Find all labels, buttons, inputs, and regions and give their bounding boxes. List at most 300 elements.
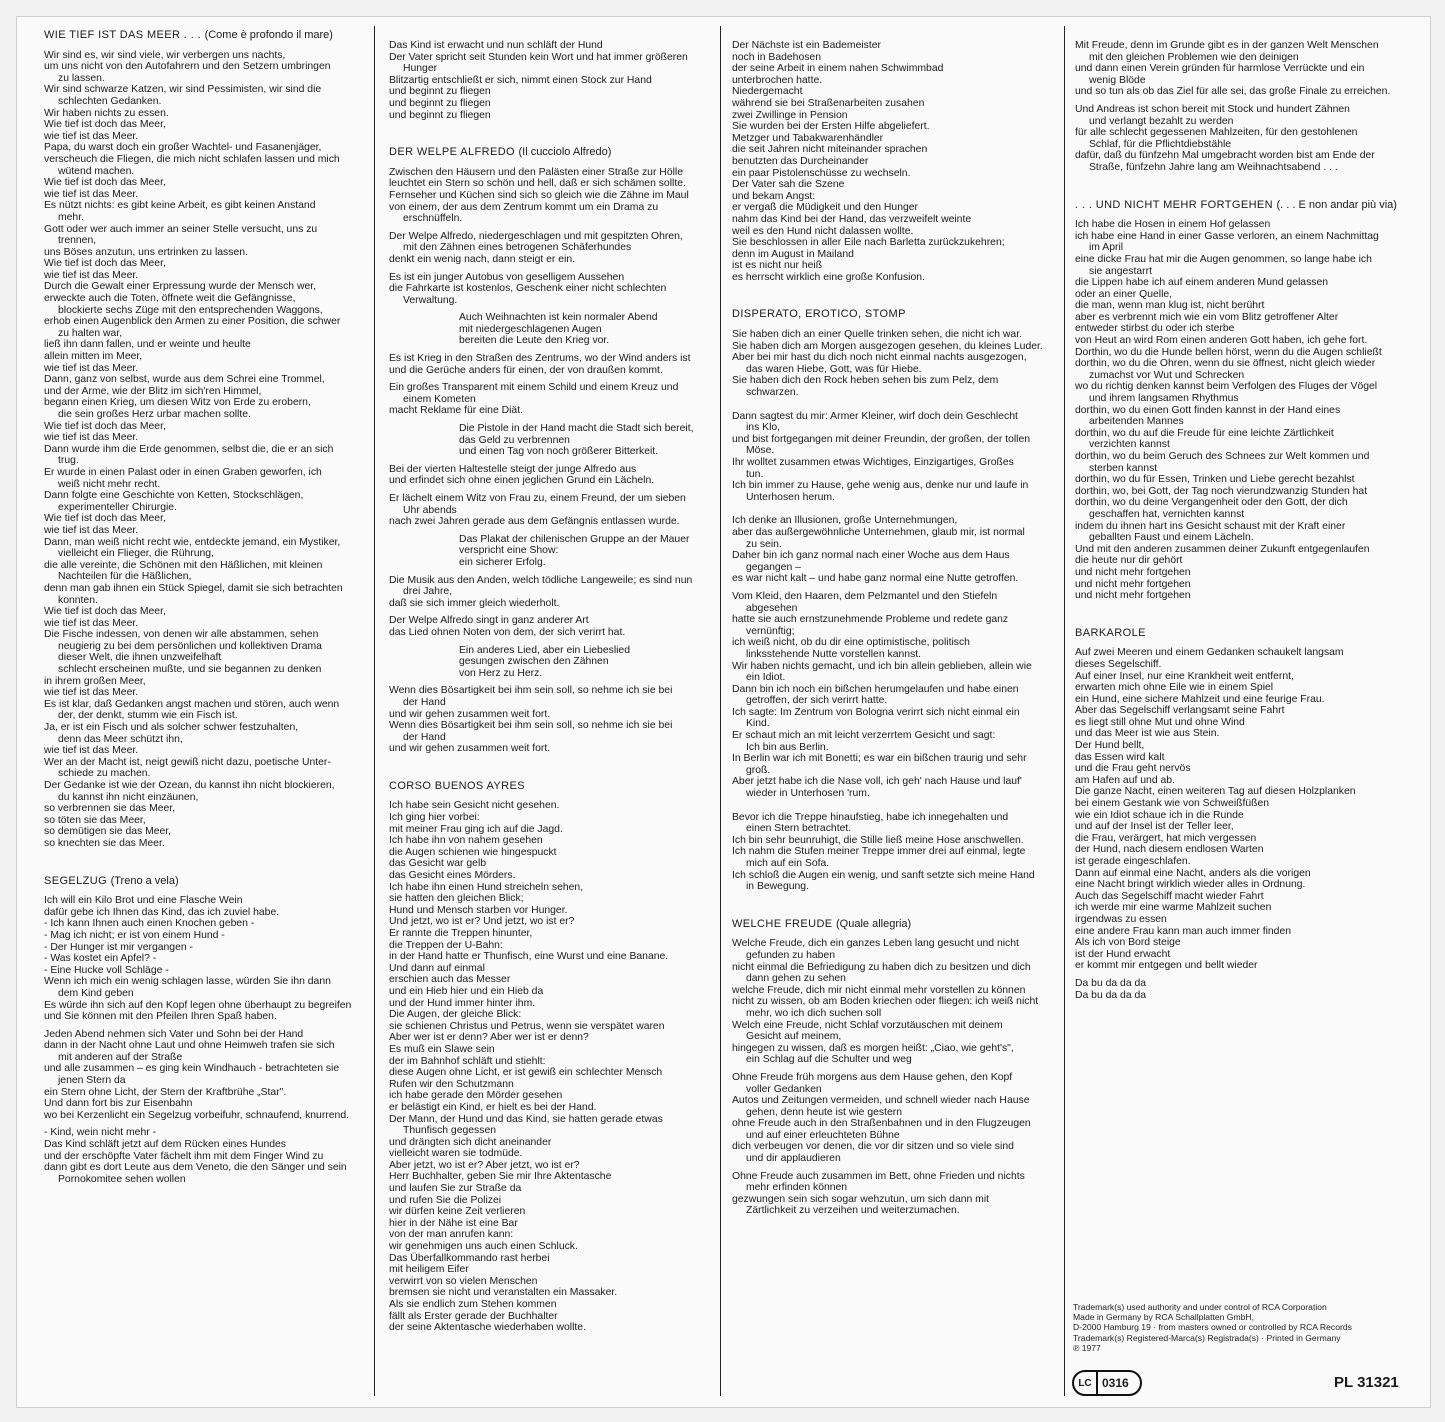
lyric-line: die seit Jahren nicht miteinander sprachen (732, 144, 928, 156)
lyric-line: vielleicht waren sie todmüde. (389, 1148, 523, 1160)
lyric-line: am Hafen auf und ab. (1075, 774, 1175, 786)
lyric-line: die heute nur dir gehört (1075, 555, 1183, 567)
lyric-line: zwei Zwillinge in Pension (732, 109, 848, 121)
lyric-line: Ich will ein Kilo Brot und eine Flasche Wein (44, 895, 243, 907)
lyric-line: Zwischen den Häusern und den Palästen einer Straße zur Hölle (389, 166, 683, 178)
lyrics-column-1 (44, 30, 360, 1410)
lyric-line: experimenteller Chirurgie. (58, 501, 177, 513)
lyric-line: dem Kind geben (58, 987, 134, 999)
lyric-line: und das Meer ist wie aus Stein. (1075, 728, 1220, 740)
lyric-line: Made in Germany by RCA Schallplatten GmbH, (1073, 1312, 1255, 1323)
lyric-line: mit den gleichen Problemen wie den deinigen (1089, 51, 1299, 63)
lyric-line: und so tun als ob das Ziel für alle sei, das große Finale zu erreichen. (1075, 86, 1391, 98)
lyric-line: Dorthin, wo du die Hunde bellen hörst, wenn du die Augen schließt (1075, 346, 1382, 358)
lyric-line: denn man gab ihnen ein Stück Spiegel, damit sie sich betrachten (44, 582, 343, 594)
legal-lines (1073, 1302, 1413, 1353)
lyric-line: Die Fische indessen, von denen wir alle abstammen, sehen (44, 629, 319, 641)
lyric-line: tun. (746, 468, 764, 480)
lyric-line: der seine Aktentasche wiederhaben wollte. (389, 1322, 586, 1334)
lyric-line: Die Musik aus den Anden, welch tödliche Langeweile; es sind nun (389, 574, 693, 586)
lyric-line: Ich habe sein Gesicht nicht gesehen. (389, 800, 560, 812)
lyric-line: Rufen wir den Schutzmann (389, 1078, 514, 1090)
lyric-line: der Hand (403, 696, 446, 708)
song-lyrics (389, 800, 715, 1333)
lyric-line: Da bu da da da (1075, 977, 1147, 989)
lyric-line: Wie tief ist doch das Meer, (44, 420, 166, 432)
lyric-line: die Frau, verärgert, hat mich vergessen (1075, 832, 1257, 844)
lyric-line: Bei der vierten Haltestelle steigt der junge Alfredo aus (389, 463, 637, 475)
lyric-line: bereiten die Leute den Krieg vor. (459, 335, 610, 347)
lyric-line: der seine Arbeit in einem nahen Schwimmbad (732, 63, 944, 75)
lyric-line: Es ist ein junger Autobus von geselligem Aussehen (389, 271, 625, 283)
lyric-line: In Berlin war ich mit Bonetti; es war ein bißchen traurig und sehr (732, 753, 1027, 765)
lyric-line: linksstehende Nutte vorstellen kannst. (746, 648, 922, 660)
lyric-line: es liegt still ohne Mut und ohne Wind (1075, 716, 1245, 728)
lyric-line: - Kind, wein nicht mehr - (44, 1127, 157, 1139)
lyric-line: aber es verbrennt mich wie ein vom Blitz getroffener Alter (1075, 311, 1339, 323)
lyric-line: erschnüffeln. (403, 213, 463, 225)
lyric-line: Der Vater sah die Szene (732, 179, 845, 191)
lyric-line: so knechten sie das Meer. (44, 837, 165, 849)
lyric-line: Aber das Segelschiff verlangsamt seine Fahrt (1075, 705, 1285, 717)
lyric-line: konnten. (58, 594, 98, 606)
lyric-line: macht Reklame für eine Diät. (389, 405, 523, 417)
lyric-line: Verwaltung. (403, 294, 458, 306)
lyric-line: Ich habe ihn von nahem gesehen (389, 835, 543, 847)
lyric-line: verspricht eine Show: (459, 545, 559, 557)
lyric-line: ein paar Pistolenschüsse zu wechseln. (732, 167, 911, 179)
lyric-line: ein sicherer Erfolg. (459, 556, 546, 568)
lyric-line: du kannst ihn nicht einzäunen, (58, 791, 199, 803)
lyric-line: hier in der Nähe ist eine Bar (389, 1217, 518, 1229)
lyric-line: Vom Kleid, den Haaren, dem Pelzmantel und den Stiefeln (732, 590, 998, 602)
lyric-line: Ein anderes Lied, aber ein Liebeslied (459, 644, 630, 656)
lyric-line: Sie beschlossen in aller Eile nach Barletta zurückzukehren; (732, 237, 1005, 249)
lyric-line: und nicht mehr fortgehen (1075, 578, 1191, 590)
lyric-line: Welch eine Freude, nicht Schlaf vorzutäuschen mit deinem (732, 1019, 1003, 1031)
lyric-line: - Eine Hucke voll Schläge - (44, 964, 169, 976)
lyric-line: und einen Tag von noch größerer Bitterkeit. (459, 446, 659, 458)
lyric-line: dorthin, wo du einen Gott finden kannst in der Hand eines (1075, 404, 1341, 416)
lyric-line: er vergaß die Müdigkeit und den Hunger (732, 202, 918, 214)
lyric-line: sie angestarrt (1089, 265, 1152, 277)
song-title-text: BARKAROLE (1075, 626, 1146, 639)
lyric-line: und der Hund immer hinter ihm. (389, 997, 536, 1009)
song-title (732, 309, 1062, 321)
lyric-line: Auf einer Insel, nur eine Krankheit weit entfernt, (1075, 670, 1294, 682)
lyric-line: ich werde mir eine warme Mahlzeit suchen (1075, 902, 1272, 914)
lyric-line: dafür, daß du fünfzehn Mal umgebracht worden bist am Ende der (1075, 150, 1375, 162)
lyric-line: jenen Stern da (58, 1075, 126, 1087)
song-lyrics (1075, 40, 1410, 174)
lyric-line: wieder in Unterhosen 'rum. (746, 788, 870, 800)
legal-notice (1073, 1302, 1413, 1353)
lyric-line: ich habe eine Hand in einer Gasse verloren, an einem Nachmittag (1075, 230, 1379, 242)
lyric-line: Mit Freude, denn im Grunde gibt es in der ganzen Welt Menschen (1075, 40, 1379, 51)
lyric-line: Das Überfallkommando rast herbei (389, 1252, 550, 1264)
lyric-line: schiede zu machen. (58, 768, 151, 780)
song-lyrics (732, 329, 1062, 893)
lyric-line: und wir gehen zusammen weit fort. (389, 743, 551, 755)
lyric-line: dafür gebe ich Ihnen das Kind, das ich zuviel habe. (44, 906, 280, 918)
lyric-line: und die Gerüche anders für einen, der von draußen kommt. (389, 364, 663, 376)
lyrics-column-2 (389, 40, 715, 1420)
lyric-line: Ich denke an Illusionen, große Unternehmungen, (732, 515, 958, 527)
lyric-line: wie tief ist das Meer. (44, 188, 139, 200)
lyric-line: Dann sagtest du mir: Armer Kleiner, wirf doch dein Geschlecht (732, 410, 1018, 422)
lyric-line: - Ich kann Ihnen auch einen Knochen geben - (44, 918, 255, 930)
lyric-line: es war nicht kalt – und habe ganz normal eine Nutte getroffen. (732, 573, 1019, 585)
lyric-line: Der Nächste ist ein Bademeister (732, 40, 881, 51)
lyric-line: Jeden Abend nehmen sich Vater und Sohn bei der Hand (44, 1028, 304, 1040)
song-lyrics (389, 167, 715, 755)
lyric-line: groß. (746, 764, 771, 776)
lyric-line: - Mag ich nicht; er ist von einem Hund - (44, 929, 225, 941)
lyric-line: Der Vater spricht seit Stunden kein Wort und hat immer größeren (389, 51, 688, 63)
lyric-line: ich weiß nicht, ob du dir eine optimistische, politisch (732, 637, 970, 649)
lyric-line: dann gehen zu sehen (746, 973, 846, 985)
lyric-line: und wir gehen zusammen weit fort. (389, 708, 551, 720)
lyric-line: Aber jetzt, wo ist er? Aber jetzt, wo ist er? (389, 1159, 580, 1171)
lyric-line: mit anderen auf der Straße (58, 1051, 183, 1063)
lyric-line: erweckte auch die Toten, öffnete weit die Gefängnisse, (44, 293, 296, 305)
lyric-line: Welche Freude, dich ein ganzes Leben lang gesucht und nicht (732, 938, 1019, 950)
lyric-line: denkt ein wenig nach, dann steigt er ein. (389, 253, 576, 265)
lyric-line: mehr. (58, 211, 84, 223)
lyric-line: Es ist klar, daß Gedanken angst machen und stören, auch wenn (44, 698, 340, 710)
lyric-line: drei Jahre, (403, 586, 453, 598)
lyric-line: geballten Faust und einem Lächeln. (1089, 532, 1254, 544)
lyric-line: eine Nacht bringt wirklich wieder alles in Ordnung. (1075, 879, 1306, 891)
lyric-line: Dann, ganz von selbst, wurde aus dem Schrei eine Trommel, (44, 374, 325, 386)
song-title-italian: (. . . E non andar più via) (1276, 198, 1397, 211)
lyric-line: Dann wurde ihm die Erde genommen, selbst die, die er an sich (44, 443, 334, 455)
lyric-line: wie tief ist das Meer. (44, 687, 139, 699)
lyric-line: Trademark(s) used authority and under control of RCA Corporation (1073, 1302, 1327, 1312)
lyric-line: Der Mann, der Hund und das Kind, sie hatten gerade etwas (389, 1113, 663, 1125)
column-divider (374, 26, 375, 1396)
lyric-line: wütend machen. (58, 165, 135, 177)
lyric-line: und erfindet sich ohne einen jeglichen Grund ein Lächeln. (389, 475, 655, 487)
lyric-line: wie tief ist das Meer. (44, 745, 139, 757)
lyric-line: Als sie endlich zum Stehen kommen (389, 1299, 557, 1310)
lyric-line: Niedergemacht (732, 86, 803, 98)
lyric-line: und auf einer erleuchteten Bühne (746, 1129, 900, 1141)
lyric-line: und die Frau geht nervös (1075, 763, 1191, 775)
lyric-line: Sie haben dich den Rock heben sehen bis zum Pelz, dem (732, 375, 999, 387)
lyric-line: Er schaut mich an mit leicht verzerrtem Gesicht und sagt: (732, 730, 996, 742)
lyric-line: wie tief ist das Meer. (44, 524, 139, 536)
lyrics-column-3 (732, 40, 1062, 1420)
lyric-line: nach zwei Jahren gerade aus dem Gefängnis entlassen wurde. (389, 516, 680, 528)
lyric-line: Trademark(s) Registered-Marca(s) Registrada(s) · Printed in Germany (1073, 1332, 1341, 1343)
lyric-line: Die Pistole in der Hand macht die Stadt sich bereit, (459, 423, 694, 435)
lyric-line: wie tief ist das Meer. (44, 617, 139, 629)
lyric-line: Ich ging hier vorbei: (389, 812, 480, 824)
lyric-line: gehen, denn heute ist wie gestern (746, 1106, 902, 1118)
lyric-line: oder an einer Quelle, (1075, 288, 1173, 300)
lyric-line: Aber jetzt habe ich die Nase voll, ich geh' nach Hause und lauf' (732, 776, 1022, 788)
lyric-line: fällt als Erster gerade der Buchhalter (389, 1310, 558, 1322)
lyric-line: blockierte sechs Züge mit den entsprechenden Waggons, (58, 304, 323, 316)
lyric-line: Wenn dies Bösartigkeit bei ihm sein soll, so nehme ich sie bei (389, 685, 673, 697)
lyric-line: ist gerade eingeschlafen. (1075, 856, 1191, 867)
song-title (389, 147, 715, 159)
lyrics-column-4 (1075, 40, 1410, 1420)
lyric-line: daß sie sich immer gleich wiederholt. (389, 597, 560, 609)
lyric-line: mehr erfinden können (746, 1182, 848, 1194)
lyric-line: verwirrt von so vielen Menschen (389, 1275, 538, 1287)
lyric-line: geschaffen hat, vernichten kannst (1089, 508, 1245, 520)
lyric-line: Thunfisch gegessen (403, 1125, 496, 1137)
lyric-line: mich auf ein Sofa. (746, 858, 830, 869)
lyric-line: Ohne Freude auch zusammen im Bett, ohne Frieden und nichts (732, 1170, 1025, 1182)
song-title (44, 30, 360, 42)
lyric-line: ins Klo, (746, 422, 781, 434)
lyric-line: Es ist Krieg in den Straßen des Zentrums, wo der Wind anders ist (389, 353, 691, 365)
lyric-line: wie tief ist das Meer. (44, 130, 139, 142)
lyric-line: gefunden zu haben (746, 949, 835, 961)
lyric-line: Möse. (746, 445, 775, 457)
lyric-line: verscheuch die Fliegen, die mich nicht schlafen lassen und mich (44, 153, 340, 165)
lyric-line: und nicht mehr fortgehen (1075, 590, 1191, 602)
lyric-line: von Herz zu Herz. (459, 667, 543, 679)
lyric-line: Ohne Freude früh morgens aus dem Hause gehen, den Kopf (732, 1071, 1013, 1083)
lyric-line: und rufen Sie die Polizei (389, 1194, 502, 1206)
lyric-line: unterbrochen hatte. (732, 74, 823, 86)
lyric-line: denn im August in Mailand (732, 248, 854, 260)
lyric-line: so verbrennen sie das Meer, (44, 803, 176, 815)
lyric-line: sie hatten den gleichen Blick; (389, 893, 524, 905)
lyric-line: mit den Zähnen eines betrogenen Schäferhundes (403, 242, 632, 254)
lyric-line: Papa, du warst doch ein großer Wachtel- und Fasanenjäger, (44, 142, 322, 154)
lyric-line: diese Augen ohne Licht, er ist gewiß ein schlechter Mensch (389, 1067, 663, 1079)
catalog-number: PL 31321 (1334, 1374, 1399, 1391)
lyric-line: wie tief ist das Meer. (44, 362, 139, 374)
song-title-text: WELCHE FREUDE (732, 917, 833, 930)
lyric-line: der Hand (403, 731, 446, 743)
lyric-line: Als ich von Bord steige (1075, 937, 1181, 949)
lyric-line: begann einen Krieg, um diesen Witz von Erde zu erobern, (44, 397, 311, 409)
lyric-line: und ihrem langsamen Rhythmus (1089, 393, 1239, 405)
lyric-line: - Was kostet ein Apfel? - (44, 953, 157, 965)
lyric-line: dorthin, wo du für Essen, Trinken und Liebe gerecht bezahlst (1075, 474, 1355, 486)
lyric-line: Und mit den anderen zusammen deiner Zukunft entgegenlaufen (1075, 543, 1370, 555)
song-lyrics (44, 895, 360, 1185)
lyric-line: - Der Hunger ist mir vergangen - (44, 941, 193, 953)
lyric-line: ℗ 1977 (1073, 1342, 1101, 1353)
lyric-line: Zärtlichkeit zu verzeihen und weiterzumachen. (746, 1205, 960, 1217)
lyric-line: Kind. (746, 718, 770, 730)
lyric-line: benutzten das Durcheinander (732, 155, 869, 167)
lyric-line: Wir sind es, wir sind viele, wir verbergen uns nachts, (44, 49, 286, 61)
lyric-line: Aber wer ist er denn? Aber wer ist er denn? (389, 1032, 589, 1044)
song-title-text: CORSO BUENOS AYRES (389, 779, 525, 792)
lyric-line: vielleicht ein Flieger, die Rührung, (58, 548, 214, 560)
lyric-line: Ja, er ist ein Fisch und als solcher schwer festzuhalten, (44, 722, 299, 734)
lyric-line: voller Gedanken (746, 1083, 822, 1095)
lyric-line: einem Kometen (403, 393, 476, 405)
lyric-line: bremsen sie nicht und veranstalten ein Massaker. (389, 1287, 618, 1299)
lyric-line: Autos und Zeitungen vermeiden, und schnell wieder nach Hause (732, 1095, 1030, 1107)
lyric-line: wie tief ist das Meer. (44, 269, 139, 281)
lyric-line: Wie tief ist doch das Meer, (44, 119, 166, 131)
lyric-line: denn das Meer schützt ihn, (58, 733, 183, 745)
lyric-line: nahm das Kind bei der Hand, das verzweifelt weinte (732, 213, 972, 225)
lyric-line: dich verbeugen vor denen, die vor dir sitzen und so viele sind (732, 1141, 1014, 1153)
lyric-line: Aber bei mir hast du dich noch nicht einmal nachts ausgezogen, (732, 352, 1027, 364)
lyric-line: wo bei Kerzenlicht ein Segelzug vorbeifuhr, schnaufend, knurrend. (44, 1109, 349, 1121)
lyric-line: das Lied ohnen Noten von dem, der sich verirrt hat. (389, 626, 626, 638)
lyric-line: einen Stern betrachtet. (746, 823, 852, 835)
lyric-line: Er rannte die Treppen hinunter, (389, 928, 533, 939)
lyric-line: mit meiner Frau ging ich auf die Jagd. (389, 823, 563, 835)
lyric-line: trennen, (58, 235, 97, 247)
lyric-line: Ich bin immer zu Hause, gehe wenig aus, denke nur und laufe in (732, 480, 1029, 492)
song-lyrics (44, 50, 360, 850)
lyric-line: allein mitten im Meer, (44, 351, 143, 363)
lyric-line: Herr Buchhalter, geben Sie mir Ihre Aktentasche (389, 1171, 612, 1183)
lyric-line: ein Schlag auf die Schulter und weg (746, 1054, 912, 1066)
lyric-line: Auf zwei Meeren und einem Gedanken schaukelt langsam (1075, 647, 1344, 659)
column-divider (1064, 26, 1065, 1396)
lyric-line: ein Stern ohne Licht, der Stern der Kraftbrühe „Star". (44, 1086, 287, 1098)
lyric-line: in der Hand hatte er Thunfisch, eine Wurst und eine Banane. (389, 951, 669, 963)
lyric-line: Schlaf, für die Pflichtdiebstähle (1089, 138, 1232, 150)
lyric-line: Hunger (403, 63, 438, 75)
lyric-line: Straße, fünfzehn Jahre lang am Weihnachtsabend . . . (1089, 161, 1338, 173)
lyric-line: der Hund, nach diesem endlosen Warten (1075, 844, 1264, 856)
lyric-line: und verlangt bezahlt zu werden (1089, 115, 1234, 127)
song-title-text: DER WELPE ALFREDO (389, 146, 515, 159)
song-title (44, 876, 360, 888)
lyric-line: Gott oder wer auch immer an seiner Stelle versucht, uns zu (44, 223, 318, 235)
lyric-line: dann gibt es dort Leute aus dem Veneto, die den Sänger und sein (44, 1162, 347, 1174)
lyric-line: ich habe gerade den Mörder gesehen (389, 1090, 563, 1102)
lyric-line: vernünftig; (746, 625, 795, 637)
lyric-line: und der erschöpfte Vater fächelt ihm mit dem Finger Wind zu (44, 1150, 324, 1162)
lyric-line: Es nützt nichts: es gibt keine Arbeit, es gibt keinen Anstand (44, 200, 316, 212)
lyric-line: und ein Hieb hier und ein Hieb da (389, 985, 544, 997)
column-divider (720, 26, 721, 1396)
lyric-line: und Sie können mit den Pfeilen Ihren Spaß haben. (44, 1011, 277, 1023)
lyric-line: wir genehmigen uns auch einen Schluck. (389, 1241, 578, 1253)
song-title-text: DISPERATO, EROTICO, STOMP (732, 308, 906, 321)
lyric-line: und laufen Sie zur Straße da (389, 1183, 522, 1195)
lyric-line: von der man anrufen kann: (389, 1229, 514, 1241)
lyric-line: im April (1089, 242, 1124, 254)
lyric-line: wenig Blöde (1089, 74, 1146, 86)
lyric-line: ließ ihn dann fallen, und er weinte und heulte (44, 339, 251, 351)
lyric-line: Der Hund bellt, (1075, 740, 1145, 752)
lyric-line: Ich habe die Hosen in einem Hof gelassen (1075, 219, 1271, 231)
song-title-italian: (Il cucciolo Alfredo) (518, 146, 612, 159)
lyric-line: Auch Weihnachten ist kein normaler Abend (459, 312, 658, 324)
lyric-line: und bist fortgegangen mit deiner Freundin, der großen, der tollen (732, 433, 1031, 445)
lyric-line: Und Andreas ist schon bereit mit Stock und hundert Zähnen (1075, 103, 1350, 115)
lyric-line: Wie tief ist doch das Meer, (44, 177, 166, 189)
lyric-line: dorthin, wo du die Ohren, wenn du sie öffnest, nicht gleich wieder (1075, 358, 1376, 370)
lyric-line: die Fahrkarte ist kostenlos, Geschenk einer nicht schlechten (389, 283, 667, 295)
lyric-line: zu lassen. (58, 72, 105, 84)
lyric-line: erhob einen Augenblick den Armen zu einer Position, die schwer (44, 316, 341, 328)
lyric-line: so töten sie das Meer, (44, 814, 146, 826)
lyric-line: wie tief ist das Meer. (44, 432, 139, 444)
lyric-line: Wir sind schwarze Katzen, wir sind Pessimisten, wir sind die (44, 84, 322, 96)
lyric-line: das Gesicht war gelb (389, 858, 487, 870)
lyric-line: Nachteilen für die Häßlichen, (58, 571, 192, 583)
lyric-line: Und jetzt, wo ist er? Und jetzt, wo ist er? (389, 916, 575, 928)
lyric-line: und der Arme, wie der Blitz im sich'ren Himmel, (44, 385, 262, 397)
lyric-line: Dann folgte eine Geschichte von Ketten, Stockschlägen, (44, 490, 304, 502)
lyric-line: in Bewegung. (746, 881, 809, 893)
lyric-line: weil es den Hund nicht dalassen wollte. (732, 225, 914, 237)
lyric-line: getroffen, der sich verirrt hatte. (746, 695, 888, 707)
lyric-line: Das Plakat der chilenischen Gruppe an der Mauer (459, 533, 690, 545)
lyric-line: Die ganze Nacht, einen weiteren Tag auf diesen Holzplanken (1075, 786, 1356, 798)
lyric-line: Wie tief ist doch das Meer, (44, 606, 166, 618)
lyric-line: und dir applaudieren (746, 1153, 841, 1165)
lyric-line: schwarzen. (746, 387, 799, 399)
lyric-line: die man, wenn man klug ist, nicht berührt (1075, 300, 1265, 312)
lyric-line: dorthin, wo du deine Vergangenheit oder den Gott, der dich (1075, 497, 1348, 509)
song-lyrics (389, 40, 715, 121)
lyric-line: zumachst vor Wut und Schrecken (1089, 369, 1245, 381)
song-title-text: . . . UND NICHT MEHR FORTGEHEN (1075, 198, 1273, 211)
lyric-line: erschien auch das Messer (389, 974, 511, 986)
lyric-line: bei einem Gestank wie von Schweißfüßen (1075, 798, 1270, 810)
label-code-badge (1072, 1370, 1142, 1396)
lyric-line: das Essen wird kalt (1075, 751, 1165, 763)
lyric-line: mehr, wo ich dich suchen soll (746, 1007, 882, 1019)
lyric-line: die Lippen habe ich auf einem anderen Mund gelassen (1075, 277, 1329, 289)
lyric-line: trug. (58, 455, 79, 467)
lyric-line: mit heiligem Eifer (389, 1264, 469, 1276)
lyric-line: hingegen zu wissen, daß es morgen heißt: „Ciao, wie geht's", (732, 1042, 1014, 1054)
lyric-line: sterben kannst (1089, 462, 1158, 474)
lyric-line: die Treppen der U-Bahn: (389, 939, 503, 951)
lyric-line: Er wurde in einen Palast oder in einen Graben geworfen, ich (44, 466, 322, 478)
lyric-line: Der Gedanke ist wie der Ozean, du kannst ihn nicht blockieren, (44, 780, 335, 791)
lyric-line: Dann, man weiß nicht recht wie, entdeckte jemand, ein Mystiker, (44, 536, 341, 548)
lyric-line: um uns nicht von den Autofahrern und den Setzern umbringen (44, 61, 331, 73)
lyric-line: Es würde ihn sich auf den Kopf legen ohne überhaupt zu begreifen (44, 999, 352, 1011)
lyric-line: wie ein Idiot schaue ich in die Runde (1075, 809, 1244, 821)
lyric-line: gegangen – (746, 561, 801, 573)
lyric-line: wo du richtig denken kannst beim Verfolgen des Fluges der Vögel (1075, 381, 1378, 393)
lyric-line: eine dicke Frau hat mir die Augen genommen, so lange habe ich (1075, 253, 1372, 265)
lyric-line: Durch die Gewalt einer Erpressung wurde der Mensch wer, (44, 281, 317, 293)
song-title (1075, 200, 1410, 212)
lyric-line: und beginnt zu fliegen (389, 86, 491, 98)
lyric-line: dorthin, wo, bei Gott, der Tag noch vierundzwanzig Stunden hat (1075, 485, 1368, 497)
lyric-line: Der Welpe Alfredo singt in ganz anderer Art (389, 615, 589, 627)
lyric-line: erwarten mich ohne Eile wie in einem Spiel (1075, 682, 1274, 694)
lyric-line: es herrscht wirklich eine große Konfusion. (732, 271, 925, 283)
lyric-line: neugierig zu bei dem persönlichen und kollektiven Drama (58, 640, 322, 652)
lyric-line: er belästigt ein Kind, er hielt es bei der Hand. (389, 1101, 597, 1113)
lyric-line: dann in der Nacht ohne Laut und ohne Heimweh trafen sie sich (44, 1040, 335, 1052)
song-lyrics (732, 938, 1062, 1217)
lyric-line: das waren Hiebe, Gott, was für Hiebe. (746, 363, 922, 375)
lyric-line: ein Idiot. (746, 672, 786, 684)
lyric-line: von einem, der aus dem Zentrum kommt um ein Drama zu (389, 201, 659, 213)
lyric-line: Ein großes Transparent mit einem Schild und einem Kreuz und (389, 382, 679, 394)
lyric-line: nicht zu wissen, ob am Boden kriechen oder fliegen: ich weiß nicht (732, 996, 1039, 1008)
lyric-line: weiß nicht mehr recht. (58, 478, 161, 490)
lyric-line: Das Kind ist erwacht und nun schläft der Hund (389, 40, 603, 51)
lyric-line: dieses Segelschiff. (1075, 658, 1162, 670)
